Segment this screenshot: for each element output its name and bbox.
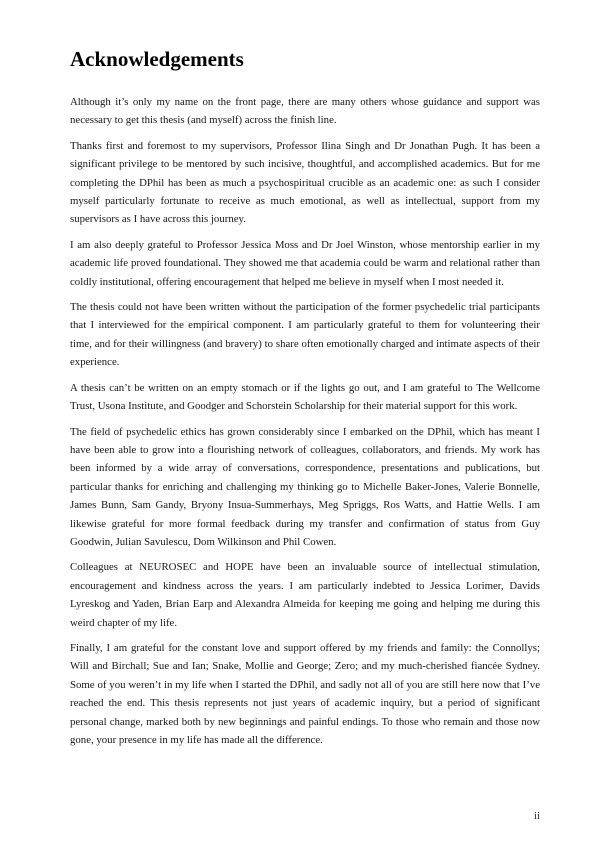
body-text [70,93,540,756]
paragraph-family-friends: Finally, I am grateful for the constant love and support offered by my friends and family: the Connollys; Will and Birchall; Sue and Ian; Snake, Mollie and George; Zero; and my much-cherished fiancée Sydney. Some of you weren’t in my life when I started the DPhil, and sadly not all of you are still here now that I’ve reached the end. This thesis represents not just years of academic inquiry, but a period of significant personal change, marked both by new beginnings and painful endings. To those who remain and those now gone, your presence in my life has made all the difference. [70,641,540,746]
paragraph-colleagues: Colleagues at NEUROSEC and HOPE have been an invaluable source of intellectual stimulation, encouragement and kindness across the years. I am particularly indebted to Jessica Lorimer, Davids Lyreskog and Yaden, Brian Earp and Alexandra Almeida for keeping me going and helping me during this weird chapter of my life. [70,561,540,629]
paragraph-intro: Although it’s only my name on the front page, there are many others whose guidance and support was necessary to get this thesis (and myself) across the finish line. [70,96,540,127]
paragraph-supervisors: Thanks first and foremost to my supervisors, Professor Ilina Singh and Dr Jonathan Pugh. It has been a significant privilege to be mentored by such incisive, thoughtful, and accomplished academics. But for me completing the DPhil has been as much a psychospiritual crucible as an academic one: as such I consider myself particularly fortunate to receive as much emotional, as well as intellectual, support from my supervisors as I have across this journey. [70,139,540,226]
page-number: ii [534,811,540,822]
paragraph-participants: The thesis could not have been written without the participation of the former psychedelic trial participants that I interviewed for the empirical component. I am particularly grateful to them for volunteering their time, and for their willingness (and bravery) to share often emotionally charged and intimate aspects of their experience. [70,301,540,369]
paragraph-field-network: The field of psychedelic ethics has grown considerably since I embarked on the DPhil, which has meant I have been able to grow into a flourishing network of colleagues, collaborators, and friends. My work has been informed by a wide array of conversations, correspondence, presentations and publications, but particular thanks for enriching and challenging my thinking go to Michelle Baker-Jones, Valerie Bonnelle, James Bunn, Sam Gandy, Bryony Insua-Summerhays, Meg Spriggs, Ros Watts, and Hattie Wells. I am likewise grateful for more formal feedback during my transfer and confirmation of status from Guy Goodwin, Julian Savulescu, Dom Wilkinson and Phil Cowen. [70,425,540,548]
paragraph-early-mentors: I am also deeply grateful to Professor Jessica Moss and Dr Joel Winston, whose mentorship earlier in my academic life proved foundational. They showed me that academia could be warm and relational rather than coldly institutional, offering encouragement that helped me believe in myself when I most needed it. [70,238,540,288]
page-title: Acknowledgements [70,47,244,71]
paragraph-funding: A thesis can’t be written on an empty stomach or if the lights go out, and I am grateful to The Wellcome Trust, Usona Institute, and Goodger and Schorstein Scholarship for their material support for this work. [70,381,540,413]
